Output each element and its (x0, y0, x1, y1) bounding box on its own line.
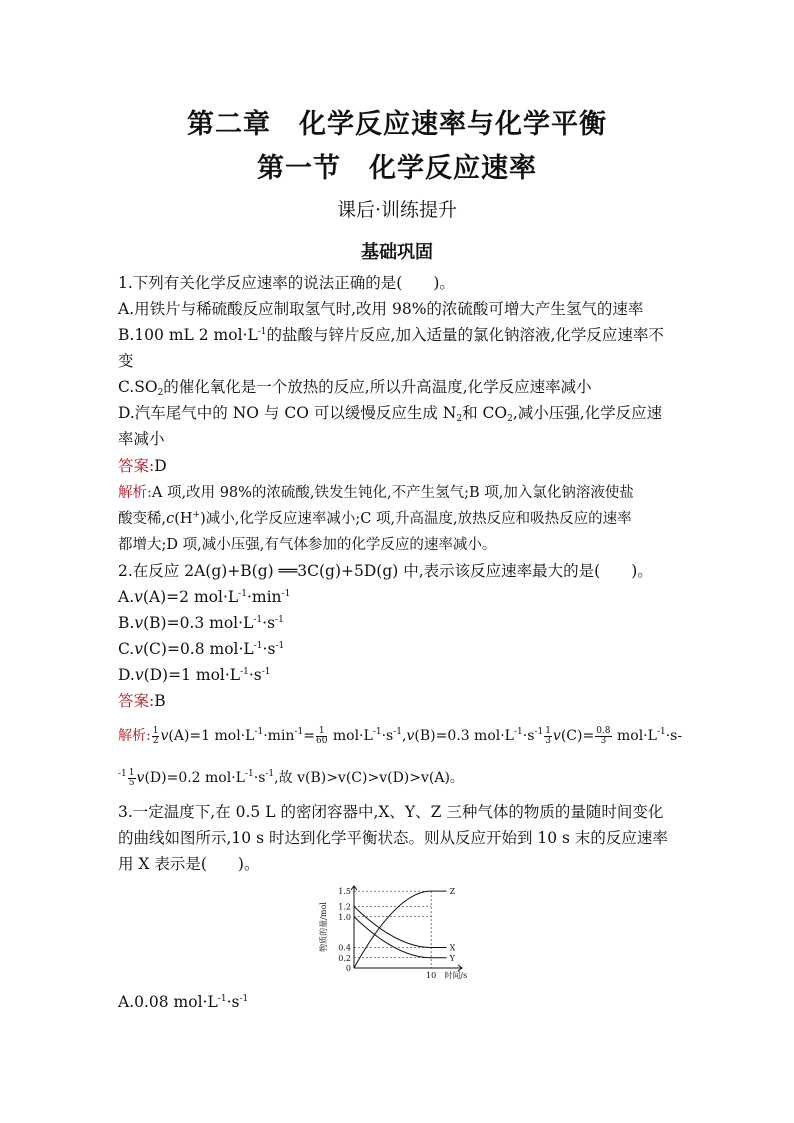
q1-option-d-cont: 率减小 (118, 430, 165, 448)
y-tick-label: 1.0 (338, 912, 351, 922)
q2-stem: 2.在反应 2A(g)+B(g) ══3C(g)+5D(g) 中,表示该反应速率最大的是( )。 (118, 562, 653, 580)
y-axis-label: 物质的量/mol (319, 902, 328, 952)
y-tick-label: 0.2 (338, 953, 351, 963)
q1-option-b-cont: 变 (118, 352, 134, 370)
q2-option-c: C.v(C)=0.8 $mol\cdot L^{-1}\cdot s^{-1}$ (118, 640, 285, 658)
q2-answer: 答案:B (118, 692, 166, 710)
series-line-x (354, 907, 447, 948)
y-tick-label: 1.5 (338, 887, 351, 897)
series-label-x: X (449, 943, 456, 953)
amount-vs-time-chart (312, 880, 492, 986)
q2-option-d: D.v(D)=1 $mol\cdot L^{-1}\cdot s^{-1}$ (118, 666, 271, 684)
q3-option-a: A.0.08 $mol\cdot L^{-1}\cdot s^{-1}$ (118, 993, 249, 1011)
y-tick-label: 0 (345, 964, 351, 973)
q1-option-a: A.用铁片与稀硫酸反应制取氢气时,改用 98%的浓硫酸可增大产生氢气的速率 (118, 300, 644, 318)
q1-option-d: D.汽车尾气中的 NO 与 CO 可以缓慢反应生成 $N_2$和 $CO_2$,减小压强,化学反应速 (118, 404, 663, 424)
subtitle: 课后·训练提升 (336, 199, 458, 221)
fraction-half: $\frac{1}{2}$ (152, 725, 159, 746)
fraction-0-8-third: $\frac{0.8}{3}$ (596, 725, 611, 746)
y-tick-label: 0.4 (338, 943, 351, 953)
section-title: 第一节 化学反应速率 (257, 153, 537, 184)
q3-stem-line2: 的曲线如图所示,10 s 时达到化学平衡状态。则从反应开始到 10 s 末的反应速率 (118, 829, 668, 847)
fraction-fifth: $\frac{1}{5}$ (128, 767, 135, 788)
q1-answer: 答案:D (118, 457, 167, 475)
x-tick-label: 10 (426, 971, 437, 980)
q1-analysis-line3: 都增大;D 项,减小压强,有气体参加的化学反应的速率减小。 (118, 537, 497, 553)
q1-option-b: B.100 mL 2 $mol\cdot L^{-1}$的盐酸与锌片反应,加入适量的氯化钠溶液,化学反应速率不 (118, 326, 664, 344)
x-axis-label: 时间/s (444, 971, 468, 980)
q3-stem-line1: 3.一定温度下,在 0.5 L 的密闭容器中,X、Y、Z 三种气体的物质的量随时间变化 (118, 803, 664, 821)
q2-option-b: B.v(B)=0.3 $mol\cdot L^{-1}\cdot s^{-1}$ (118, 614, 284, 632)
q1-analysis-line2: 酸变稀,c(H+)减小,化学反应速率减小;C 项,升高温度,放热反应和吸热反应的速率 (118, 510, 632, 527)
fraction-third: $\frac{1}{3}$ (545, 725, 551, 746)
y-tick-label: 1.2 (338, 902, 351, 912)
fraction-sixtieth: $\frac{1}{60}$ (315, 725, 328, 746)
series-label-y: Y (449, 953, 455, 963)
q2-analysis-line2: $^{-1}$ $\frac{1}{5}$ v(D)=0.2 $mol\cdot L^{-1}\cdot s^{-1}$,故 v(B)>v(C)>v(D)>v(A)。 (118, 767, 464, 788)
q1-option-c: $C.SO_2$的催化氧化是一个放热的反应,所以升高温度,化学反应速率减小 (118, 378, 592, 398)
q3-stem-line3: 用 X 表示是( )。 (118, 855, 260, 873)
series-label-z: Z (449, 887, 456, 897)
part-title: 基础巩固 (361, 242, 433, 263)
q1-analysis-line1: 解析:A 项,改用 98%的浓硫酸,铁发生钝化,不产生氢气;B 项,加入氯化钠溶液使盐 (118, 485, 634, 501)
q2-analysis-line1: 解析: $\frac{1}{2}$ v(A)=1 $mol\cdot L^{-1}\cdot\min^{-1}=$ $\frac{1}{60}$ $mol\cdot L^{-1}\cdot s^{-1},v(B)=0.3$ $mol\cdot L^{-1}\cdot s^{-1}$ $\frac{1}{3}$ v(C)= $\frac{0.8}{3}$ $mol\cdot L^{-1}\cdot s-$ (118, 725, 683, 746)
q1-stem: 1.下列有关化学反应速率的说法正确的是( )。 (118, 274, 455, 292)
chapter-title: 第二章 化学反应速率与化学平衡 (187, 109, 607, 140)
q2-option-a: A.v(A)=2 $mol\cdot L^{-1}\cdot\min^{-1}$ (118, 588, 291, 606)
series-line-y (354, 917, 447, 958)
